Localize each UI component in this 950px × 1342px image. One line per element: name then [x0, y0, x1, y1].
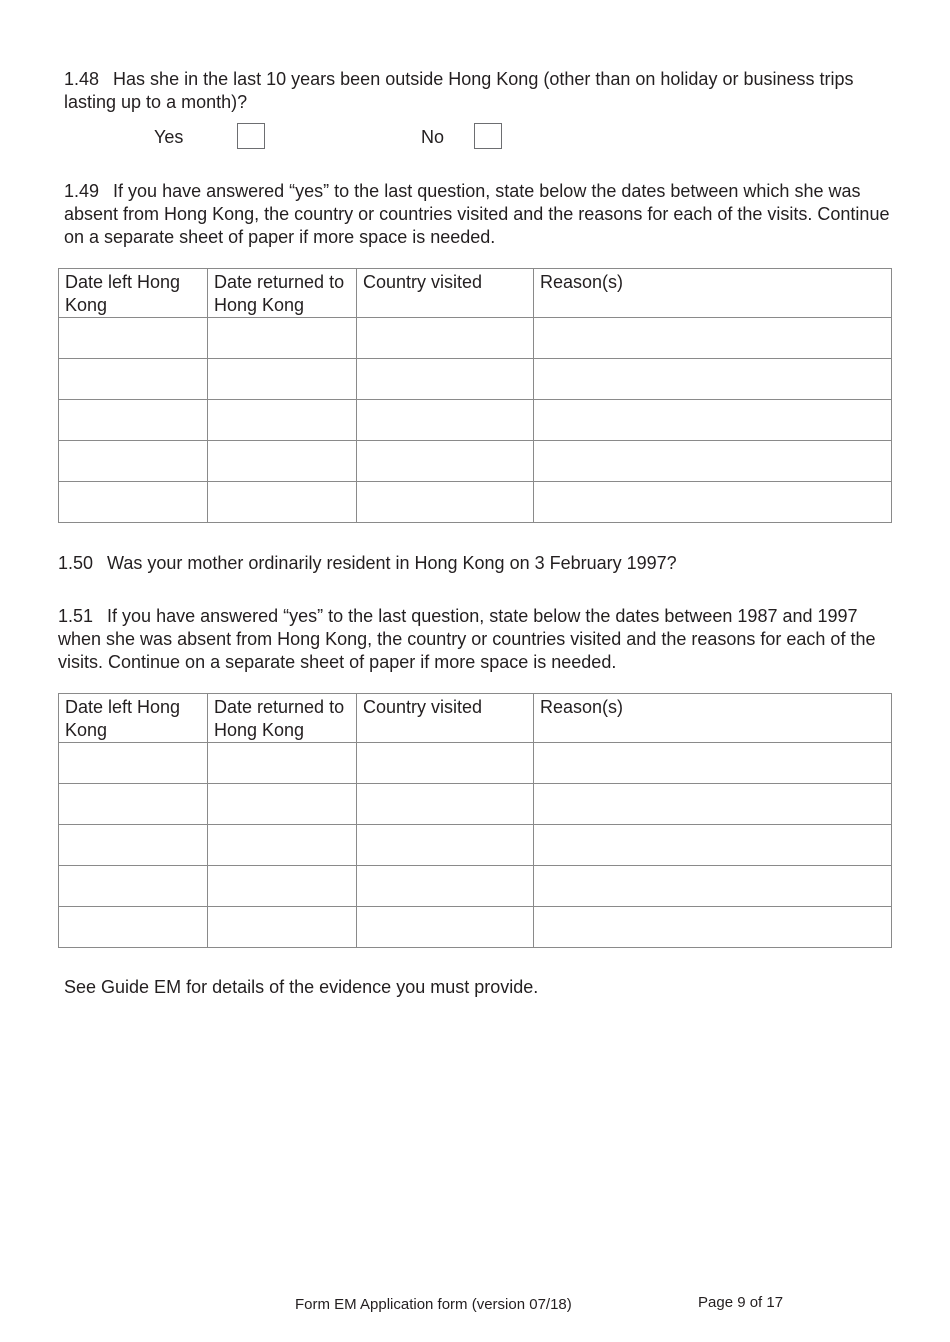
question-1-50	[58, 552, 888, 575]
question-number: 1.48	[64, 69, 100, 89]
table-row	[59, 825, 892, 866]
table-header-row	[59, 269, 892, 318]
table-cell[interactable]	[208, 784, 357, 825]
table-cell[interactable]	[534, 441, 892, 482]
table-cell[interactable]	[208, 825, 357, 866]
table-cell[interactable]	[534, 907, 892, 948]
column-header: Date left Hong Kong	[59, 269, 208, 318]
table-cell[interactable]	[357, 359, 534, 400]
table-row	[59, 400, 892, 441]
no-checkbox[interactable]	[474, 123, 502, 149]
yes-label: Yes	[154, 127, 184, 147]
table-cell[interactable]	[534, 318, 892, 359]
table-cell[interactable]	[59, 784, 208, 825]
table-cell[interactable]	[208, 441, 357, 482]
table-row	[59, 482, 892, 523]
footer-form-name: Form EM Application form (version 07/18)	[295, 1296, 572, 1313]
question-number: 1.49	[64, 181, 100, 201]
table-cell[interactable]	[208, 359, 357, 400]
table-cell[interactable]	[59, 318, 208, 359]
table-cell[interactable]	[357, 825, 534, 866]
no-label: No	[421, 127, 445, 147]
table-cell[interactable]	[357, 907, 534, 948]
table-cell[interactable]	[534, 784, 892, 825]
absence-table-1	[58, 268, 892, 523]
table-cell[interactable]	[208, 866, 357, 907]
table-cell[interactable]	[59, 907, 208, 948]
question-text: If you have answered “yes” to the last question, state below the dates between which she was absent from Hong Kong, the country or countries visited and the reasons for each of the visits. Continue on a separate sheet of paper if more space is needed.	[64, 181, 890, 247]
column-header: Date returned to Hong Kong	[208, 269, 357, 318]
column-header: Date returned to Hong Kong	[208, 694, 357, 743]
table-cell[interactable]	[59, 400, 208, 441]
table-cell[interactable]	[59, 482, 208, 523]
column-header: Reason(s)	[534, 269, 892, 318]
question-number: 1.50	[58, 553, 94, 573]
column-header: Country visited	[357, 694, 534, 743]
table-cell[interactable]	[208, 400, 357, 441]
question-1-48	[64, 68, 884, 114]
table-cell[interactable]	[59, 359, 208, 400]
question-text: If you have answered “yes” to the last question, state below the dates between 1987 and 1997 when she was absent from Hong Kong, the country or countries visited and the reasons for each of the visits. Continue on a separate sheet of paper if more space is needed.	[58, 606, 876, 672]
yes-checkbox[interactable]	[237, 123, 265, 149]
column-header: Country visited	[357, 269, 534, 318]
table-cell[interactable]	[59, 743, 208, 784]
table-cell[interactable]	[357, 784, 534, 825]
question-1-51	[58, 605, 888, 674]
table-cell[interactable]	[59, 441, 208, 482]
table-cell[interactable]	[357, 866, 534, 907]
table-row	[59, 784, 892, 825]
table-cell[interactable]	[534, 743, 892, 784]
table-cell[interactable]	[534, 825, 892, 866]
table-cell[interactable]	[59, 866, 208, 907]
column-header: Reason(s)	[534, 694, 892, 743]
table-cell[interactable]	[208, 318, 357, 359]
table-cell[interactable]	[208, 907, 357, 948]
guide-note: See Guide EM for details of the evidence you must provide.	[64, 977, 539, 997]
table-cell[interactable]	[357, 743, 534, 784]
table-cell[interactable]	[208, 743, 357, 784]
question-text: Has she in the last 10 years been outside Hong Kong (other than on holiday or business trips lasting up to a month)?	[64, 69, 854, 112]
footer-page-number: Page 9 of 17	[698, 1294, 784, 1311]
table-cell[interactable]	[357, 318, 534, 359]
table-cell[interactable]	[534, 400, 892, 441]
table-cell[interactable]	[59, 825, 208, 866]
table-cell[interactable]	[534, 359, 892, 400]
question-text: Was your mother ordinarily resident in Hong Kong on 3 February 1997?	[107, 553, 677, 573]
table-cell[interactable]	[357, 482, 534, 523]
table-row	[59, 359, 892, 400]
question-number: 1.51	[58, 606, 94, 626]
table-row	[59, 441, 892, 482]
table-cell[interactable]	[534, 482, 892, 523]
table-header-row	[59, 694, 892, 743]
table-row	[59, 866, 892, 907]
table-row	[59, 743, 892, 784]
question-1-49	[64, 180, 894, 249]
table-cell[interactable]	[208, 482, 357, 523]
table-cell[interactable]	[534, 866, 892, 907]
table-cell[interactable]	[357, 400, 534, 441]
absence-table-2	[58, 693, 892, 948]
table-row	[59, 318, 892, 359]
table-cell[interactable]	[357, 441, 534, 482]
column-header: Date left Hong Kong	[59, 694, 208, 743]
table-row	[59, 907, 892, 948]
